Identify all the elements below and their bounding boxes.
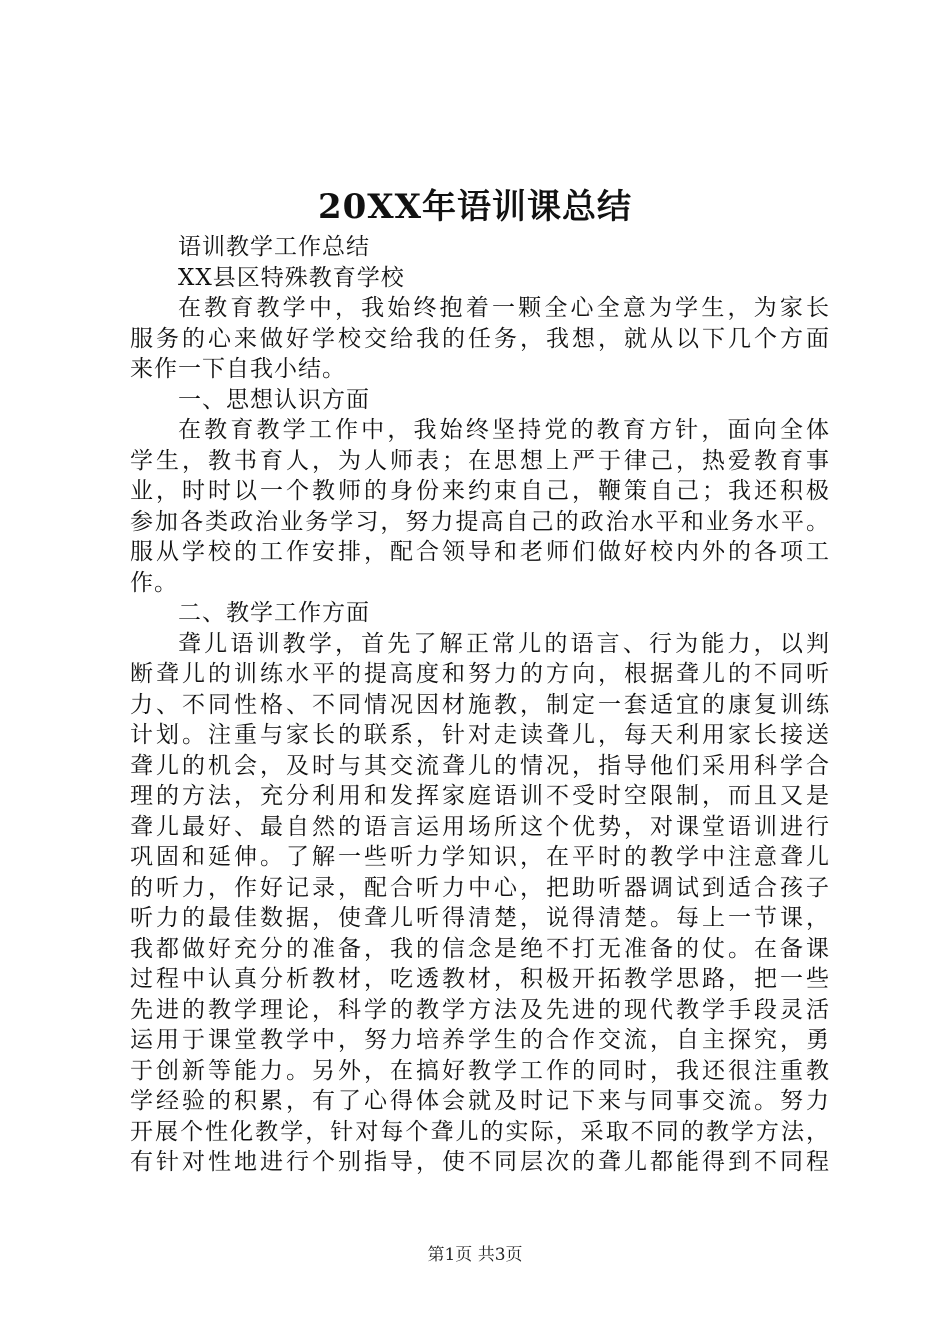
text-line: 业，时时以一个教师的身份来约束自己，鞭策自己；我还积极 xyxy=(130,478,830,504)
text-line: 过程中认真分析教材，吃透教材，积极开拓教学思路，把一些 xyxy=(130,966,830,992)
text-line: 在教育教学中，我始终抱着一颗全心全意为学生，为家长 xyxy=(178,295,830,321)
text-line: XX县区特殊教育学校 xyxy=(178,264,405,291)
text-line: 聋儿的机会，及时与其交流聋儿的情况，指导他们采用科学合 xyxy=(130,752,830,779)
document-title: 20XX年语训课总结 xyxy=(317,187,633,227)
text-line: 学经验的积累，有了心得体会就及时记下来与同事交流。努力 xyxy=(130,1088,830,1114)
text-line: 断聋儿的训练水平的提高度和努力的方向，根据聋儿的不同听 xyxy=(130,661,830,687)
text-line: 开展个性化教学，针对每个聋儿的实际，采取不同的教学方法， xyxy=(130,1118,830,1145)
text-line: 运用于课堂教学中，努力培养学生的合作交流，自主探究，勇 xyxy=(130,1027,830,1053)
text-line: 的听力，作好记录，配合听力中心，把助听器调试到适合孩子 xyxy=(130,874,830,901)
text-line: 语训教学工作总结 xyxy=(178,234,370,260)
text-line: 服务的心来做好学校交给我的任务，我想，就从以下几个方面 xyxy=(130,325,830,352)
document-body xyxy=(130,232,830,1178)
text-line: 二、教学工作方面 xyxy=(178,600,370,626)
text-line: 学生，教书育人，为人师表；在思想上严于律己，热爱教育事 xyxy=(130,447,830,474)
text-line: 力、不同性格、不同情况因材施教，制定一套适宜的康复训练 xyxy=(130,691,830,718)
text-line: 在教育教学工作中，我始终坚持党的教育方针，面向全体 xyxy=(178,417,830,443)
text-line: 理的方法，充分利用和发挥家庭语训不受时空限制，而且又是 xyxy=(130,783,830,809)
text-line: 先进的教学理论，科学的教学方法及先进的现代教学手段灵活 xyxy=(130,996,830,1023)
text-line: 服从学校的工作安排，配合领导和老师们做好校内外的各项工 xyxy=(130,539,830,565)
text-line: 我都做好充分的准备，我的信念是绝不打无准备的仗。在备课 xyxy=(130,935,830,962)
page-footer: 第1页 共3页 xyxy=(427,1245,523,1265)
text-line: 作。 xyxy=(130,569,178,596)
text-line: 聋儿语训教学，首先了解正常儿的语言、行为能力，以判 xyxy=(178,630,830,657)
text-line: 聋儿最好、最自然的语言运用场所这个优势，对课堂语训进行 xyxy=(130,813,830,840)
text-line: 于创新等能力。另外，在搞好教学工作的同时，我还很注重教 xyxy=(130,1057,830,1084)
text-line: 听力的最佳数据，使聋儿听得清楚，说得清楚。每上一节课， xyxy=(130,905,830,931)
text-line: 巩固和延伸。了解一些听力学知识，在平时的教学中注意聋儿 xyxy=(130,844,830,870)
text-line: 有针对性地进行个别指导，使不同层次的聋儿都能得到不同程 xyxy=(130,1149,830,1175)
text-line: 一、思想认识方面 xyxy=(178,386,370,413)
text-line: 参加各类政治业务学习，努力提高自己的政治水平和业务水平。 xyxy=(130,508,830,535)
text-line: 来作一下自我小结。 xyxy=(130,356,346,382)
text-line: 计划。注重与家长的联系，针对走读聋儿，每天利用家长接送 xyxy=(130,722,830,748)
